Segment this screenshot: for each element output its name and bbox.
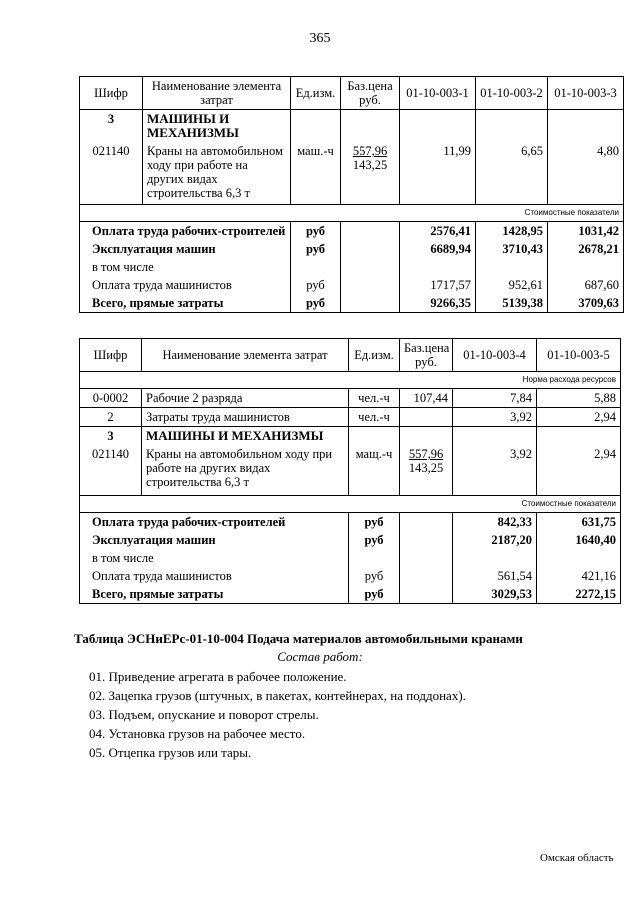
header-name: Наименование элемента затрат xyxy=(142,339,349,372)
cost-row-empty xyxy=(400,549,453,567)
work-item: 05. Отцепка грузов или тары. xyxy=(89,745,252,760)
cost-band-label: Стоимостные показатели xyxy=(80,204,624,221)
cost-row-empty xyxy=(400,567,453,585)
machine-code: 021140 xyxy=(80,445,142,495)
cost-row-value-2: 952,61 xyxy=(476,276,548,294)
cost-row-name: Эксплуатация машин xyxy=(80,240,291,258)
cost-row-value-1 xyxy=(400,258,476,276)
cost-row-value-3: 2678,21 xyxy=(548,240,624,258)
footer-region: Омская область xyxy=(540,852,614,864)
cost-row-value-1: 2187,20 xyxy=(453,531,537,549)
cost-row-name: Всего, прямые затраты xyxy=(80,294,291,313)
cost-row-value-2: 421,16 xyxy=(537,567,621,585)
cost-row-value-2 xyxy=(537,549,621,567)
cost-row-unit: руб xyxy=(349,512,400,531)
cost-row-unit: руб xyxy=(291,276,341,294)
header-col-1: 01-10-003-4 xyxy=(453,339,537,372)
resource-value-1: 7,84 xyxy=(453,389,537,408)
section-code: 3 xyxy=(80,110,143,143)
work-composition-list xyxy=(89,667,466,762)
cost-row-empty xyxy=(341,294,400,313)
cost-row-value-2: 1428,95 xyxy=(476,221,548,240)
cost-row xyxy=(80,512,621,531)
machine-unit: мащ.-ч xyxy=(349,445,400,495)
machine-value-1: 11,99 xyxy=(400,142,476,204)
work-item: 01. Приведение агрегата в рабочее положение. xyxy=(89,669,347,684)
header-col-3: 01-10-003-3 xyxy=(548,77,624,110)
cost-row-unit: руб xyxy=(349,585,400,604)
machine-row xyxy=(80,445,621,495)
cost-row xyxy=(80,276,624,294)
cost-row-unit: руб xyxy=(291,221,341,240)
work-item: 02. Зацепка грузов (штучных, в пакетах, контейнерах, на поддонах). xyxy=(89,688,466,703)
cost-row-unit xyxy=(291,258,341,276)
resource-row xyxy=(80,389,621,408)
machine-name: Краны на автомобильном ходу при работе на других видах строительства 6,3 т xyxy=(142,445,349,495)
machine-unit: маш.-ч xyxy=(291,142,341,204)
cost-row-value-1: 842,33 xyxy=(453,512,537,531)
cost-row-value-2: 2272,15 xyxy=(537,585,621,604)
cost-row xyxy=(80,549,621,567)
cost-row-value-3: 1031,42 xyxy=(548,221,624,240)
machine-code: 021140 xyxy=(80,142,143,204)
section-row xyxy=(80,427,621,446)
header-col-2: 01-10-003-2 xyxy=(476,77,548,110)
header-base-price: Баз.цена руб. xyxy=(341,77,400,110)
resource-price: 107,44 xyxy=(400,389,453,408)
estimate-table-2 xyxy=(79,338,621,604)
cost-row xyxy=(80,585,621,604)
cost-row xyxy=(80,567,621,585)
cost-row-empty xyxy=(400,531,453,549)
machine-row xyxy=(80,142,624,204)
machine-price-sub: 143,25 xyxy=(408,461,444,475)
cost-row xyxy=(80,294,624,313)
table-caption: Таблица ЭСНиЕРс-01-10-004 Подача материалов автомобильными кранами xyxy=(74,631,523,646)
resource-name: Рабочие 2 разряда xyxy=(142,389,349,408)
machine-value-3: 4,80 xyxy=(548,142,624,204)
cost-row-name: Эксплуатация машин xyxy=(80,531,349,549)
cost-row xyxy=(80,258,624,276)
cost-band-label: Стоимостные показатели xyxy=(80,495,621,512)
section-title: МАШИНЫ И МЕХАНИЗМЫ xyxy=(142,427,349,446)
header-col-1: 01-10-003-1 xyxy=(400,77,476,110)
resource-row xyxy=(80,408,621,427)
resource-value-1: 3,92 xyxy=(453,408,537,427)
section-code: 3 xyxy=(80,427,142,446)
machine-price-main: 557,96 xyxy=(408,447,444,461)
cost-row-name: Оплата труда рабочих-строителей xyxy=(80,512,349,531)
cost-row-value-1: 9266,35 xyxy=(400,294,476,313)
work-item: 04. Установка грузов на рабочее место. xyxy=(89,726,306,741)
cost-row-name: в том числе xyxy=(80,258,291,276)
resource-name: Затраты труда машинистов xyxy=(142,408,349,427)
cost-row-unit xyxy=(349,549,400,567)
cost-row xyxy=(80,240,624,258)
cost-row-value-2: 631,75 xyxy=(537,512,621,531)
cost-band xyxy=(80,495,621,512)
cost-row xyxy=(80,531,621,549)
cost-row-value-1 xyxy=(453,549,537,567)
cost-row-value-1: 6689,94 xyxy=(400,240,476,258)
header-unit: Ед.изм. xyxy=(291,77,341,110)
estimate-table-1 xyxy=(79,76,624,313)
cost-row-name: Всего, прямые затраты xyxy=(80,585,349,604)
work-composition-heading: Состав работ: xyxy=(277,649,363,664)
resource-unit: чел.-ч xyxy=(349,408,400,427)
resource-unit: чел.-ч xyxy=(349,389,400,408)
resource-price xyxy=(400,408,453,427)
cost-row-empty xyxy=(341,276,400,294)
cost-row-value-2: 5139,38 xyxy=(476,294,548,313)
cost-row-name: Оплата труда машинистов xyxy=(80,276,291,294)
cost-row-value-2: 3710,43 xyxy=(476,240,548,258)
header-unit: Ед.изм. xyxy=(349,339,400,372)
cost-row-unit: руб xyxy=(291,294,341,313)
machine-value-1: 3,92 xyxy=(453,445,537,495)
cost-row-empty xyxy=(400,512,453,531)
cost-row-unit: руб xyxy=(349,567,400,585)
header-base-price: Баз.цена руб. xyxy=(400,339,453,372)
machine-price-sub: 143,25 xyxy=(352,158,388,172)
norm-band-label: Норма расхода ресурсов xyxy=(80,372,621,389)
cost-row-empty xyxy=(341,258,400,276)
resource-code: 0-0002 xyxy=(80,389,142,408)
cost-row-name: Оплата труда машинистов xyxy=(80,567,349,585)
cost-row-value-2: 1640,40 xyxy=(537,531,621,549)
norm-band xyxy=(80,372,621,389)
page-number: 365 xyxy=(309,31,331,46)
cost-row-value-1: 561,54 xyxy=(453,567,537,585)
section-row xyxy=(80,110,624,143)
cost-row-value-1: 2576,41 xyxy=(400,221,476,240)
cost-row-unit: руб xyxy=(349,531,400,549)
cost-band xyxy=(80,204,624,221)
cost-row-name: в том числе xyxy=(80,549,349,567)
header-col-2: 01-10-003-5 xyxy=(537,339,621,372)
header-name: Наименование элемента затрат xyxy=(143,77,291,110)
cost-row-value-1: 1717,57 xyxy=(400,276,476,294)
machine-name: Краны на автомобильном ходу при работе на других видах строительства 6,3 т xyxy=(143,142,291,204)
cost-row xyxy=(80,221,624,240)
resource-code: 2 xyxy=(80,408,142,427)
header-code: Шифр xyxy=(80,77,143,110)
resource-value-2: 5,88 xyxy=(537,389,621,408)
cost-row-value-3 xyxy=(548,258,624,276)
header-code: Шифр xyxy=(80,339,142,372)
cost-row-value-3: 687,60 xyxy=(548,276,624,294)
cost-row-empty xyxy=(400,585,453,604)
machine-value-2: 2,94 xyxy=(537,445,621,495)
machine-price-main: 557,96 xyxy=(352,144,388,158)
resource-value-2: 2,94 xyxy=(537,408,621,427)
cost-row-name: Оплата труда рабочих-строителей xyxy=(80,221,291,240)
cost-row-unit: руб xyxy=(291,240,341,258)
work-item: 03. Подъем, опускание и поворот стрелы. xyxy=(89,707,319,722)
machine-value-2: 6,65 xyxy=(476,142,548,204)
cost-row-value-3: 3709,63 xyxy=(548,294,624,313)
cost-row-value-1: 3029,53 xyxy=(453,585,537,604)
cost-row-value-2 xyxy=(476,258,548,276)
cost-row-empty xyxy=(341,240,400,258)
section-title: МАШИНЫ И МЕХАНИЗМЫ xyxy=(143,110,291,143)
cost-row-empty xyxy=(341,221,400,240)
